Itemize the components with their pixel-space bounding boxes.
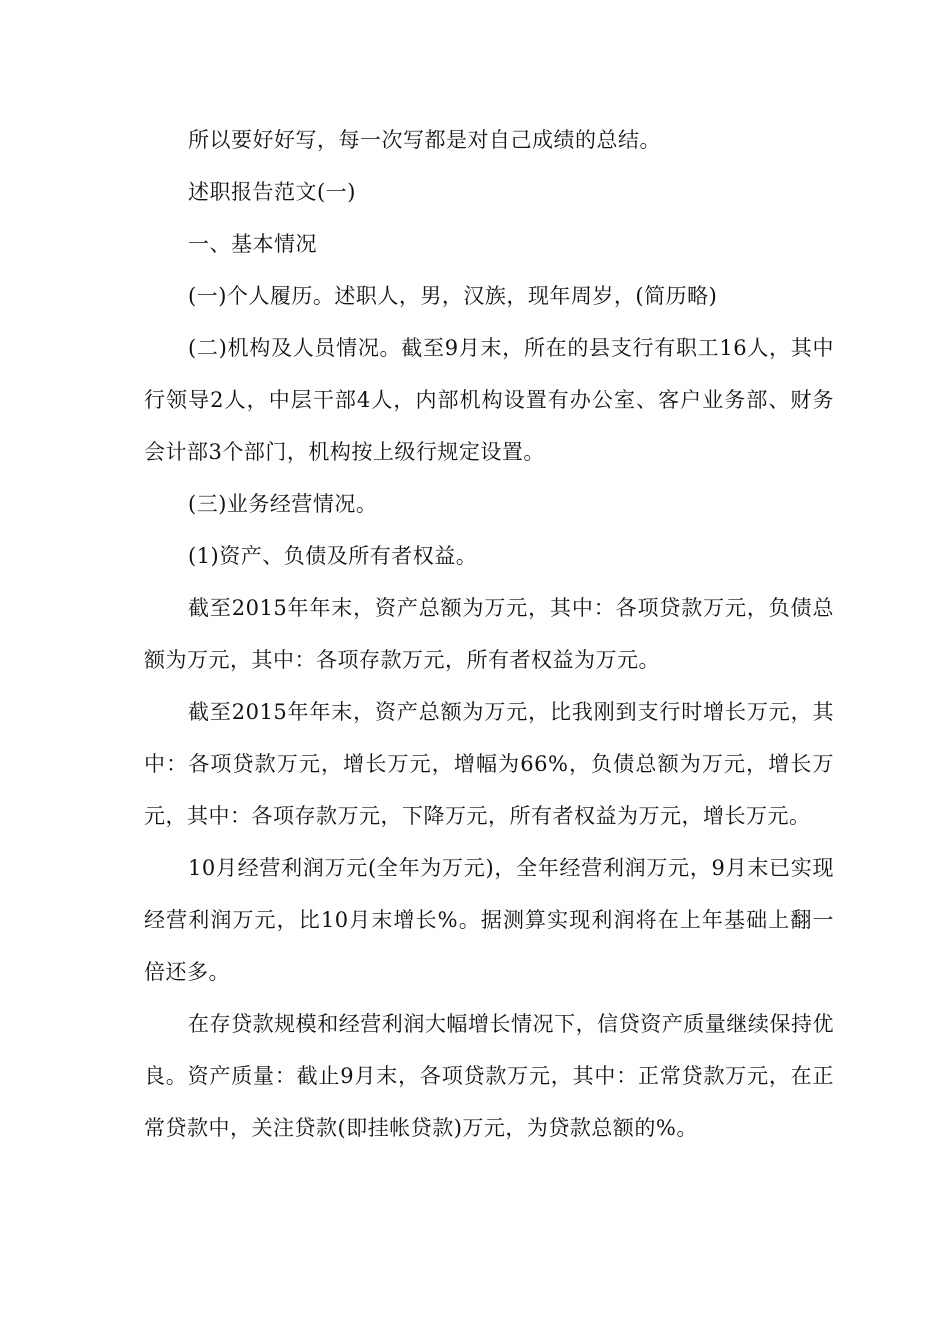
paragraph-title: 述职报告范文(一) bbox=[188, 180, 356, 204]
paragraph-assets-liabilities-heading: (1)资产、负债及所有者权益。 bbox=[188, 544, 478, 568]
document-body bbox=[144, 114, 834, 1154]
paragraph-asset-quality: 在存贷款规模和经营利润大幅增长情况下，信贷资产质量继续保持优良。资产质量：截止9月末，各项贷款万元，其中：正常贷款万元，在正常贷款中，关注贷款(即挂帐贷款)万元，为贷款总额的%。 bbox=[144, 1012, 834, 1140]
paragraph-intro: 所以要好好写，每一次写都是对自己成绩的总结。 bbox=[188, 128, 661, 152]
paragraph-business-operations: (三)业务经营情况。 bbox=[188, 492, 378, 516]
section-heading-basic-situation: 一、基本情况 bbox=[188, 232, 317, 256]
paragraph-assets-growth: 截至2015年年末，资产总额为万元，比我刚到支行时增长万元，其中：各项贷款万元，增长万元，增幅为66%，负债总额为万元，增长万元，其中：各项存款万元，下降万元，所有者权益为万元，增长万元。 bbox=[144, 700, 834, 828]
paragraph-assets-summary: 截至2015年年末，资产总额为万元，其中：各项贷款万元，负债总额为万元，其中：各项存款万元，所有者权益为万元。 bbox=[144, 596, 834, 672]
paragraph-personal-resume: (一)个人履历。述职人，男，汉族，现年周岁，(简历略) bbox=[188, 284, 718, 308]
paragraph-organization-staff: (二)机构及人员情况。截至9月末，所在的县支行有职工16人，其中行领导2人，中层干部4人，内部机构设置有办公室、客户业务部、财务会计部3个部门，机构按上级行规定设置。 bbox=[144, 336, 834, 464]
paragraph-profit: 10月经营利润万元(全年为万元)，全年经营利润万元，9月末已实现经营利润万元，比10月末增长%。据测算实现利润将在上年基础上翻一倍还多。 bbox=[144, 856, 834, 984]
